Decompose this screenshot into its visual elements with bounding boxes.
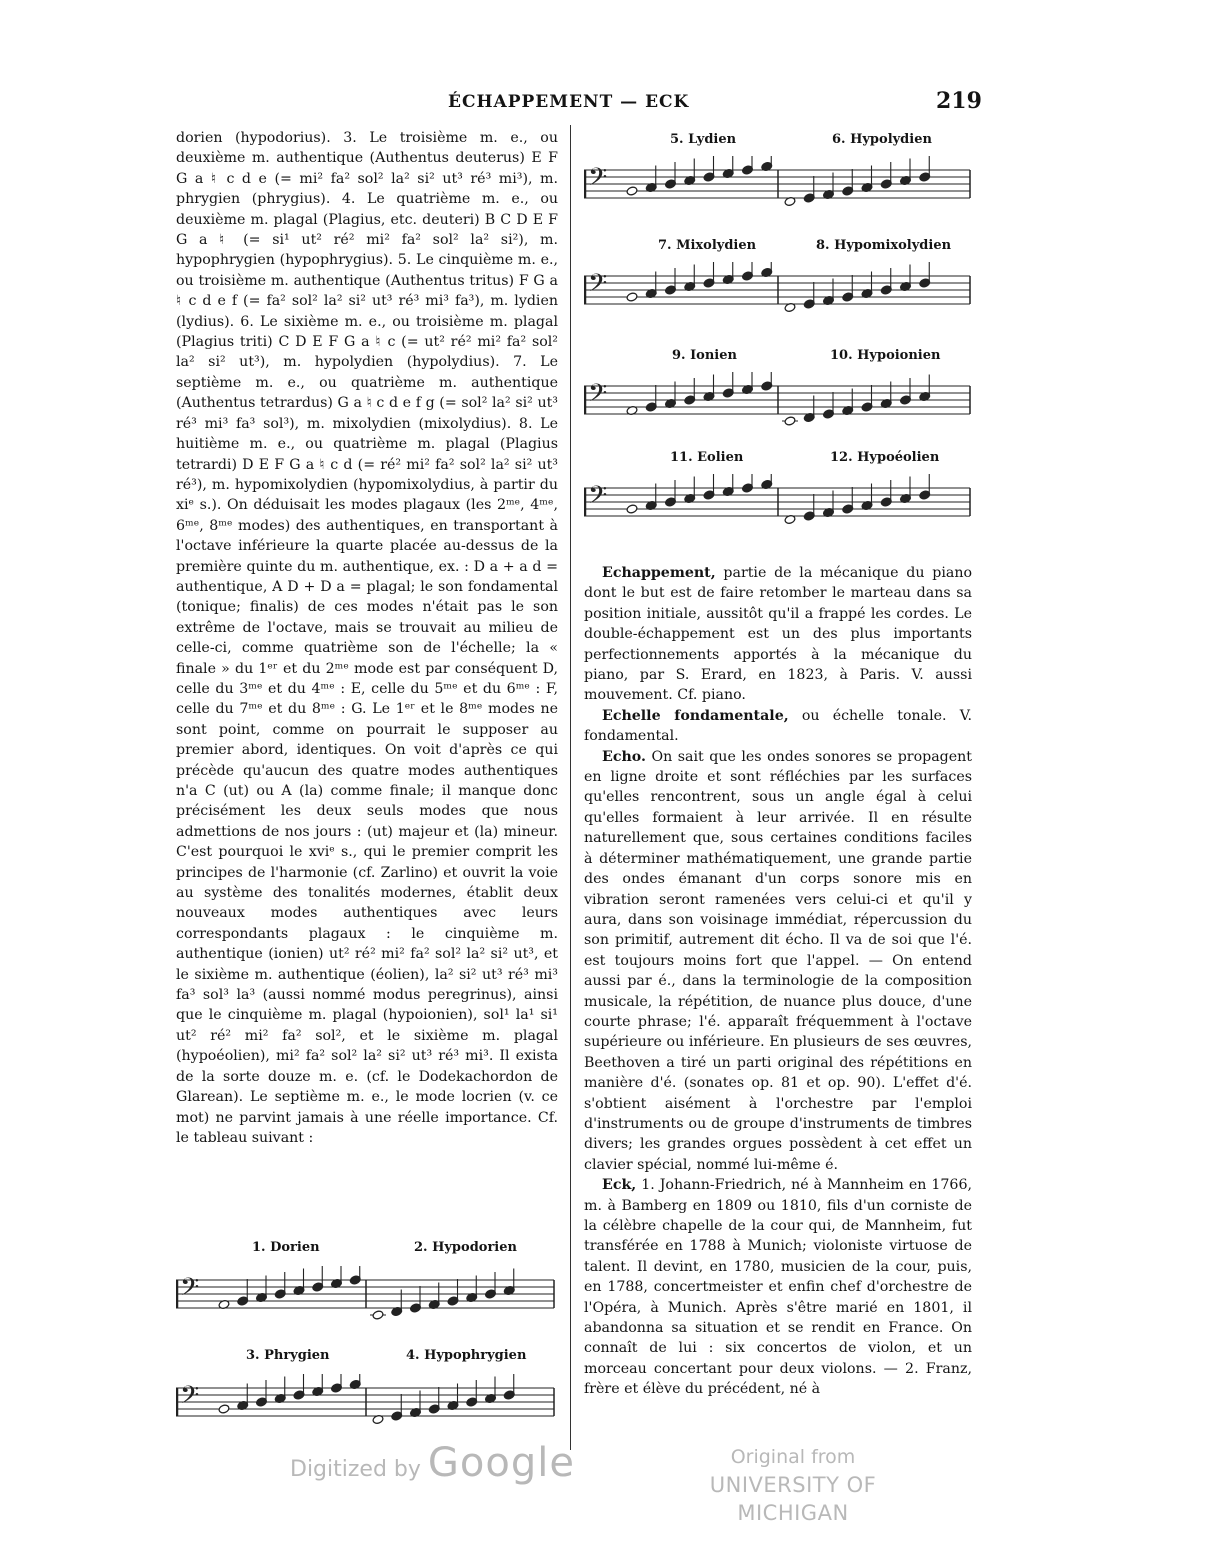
note-head <box>218 1404 230 1414</box>
page-number: 219 <box>936 88 982 114</box>
music-example-row-6 <box>584 446 972 536</box>
original-from-text: Original from <box>730 1446 856 1468</box>
staff <box>584 156 972 218</box>
mode-label-phrygien: 3. Phrygien <box>246 1348 330 1363</box>
institution-text: UNIVERSITY OF MICHIGAN <box>709 1473 877 1525</box>
mode-label-hypophrygien: 4. Hypophrygien <box>406 1348 527 1363</box>
entry-text-echappement: partie de la mécanique du piano dont le but est de faire retomber le marteau dans sa position initiale, aussitôt qu'il a frappé les cordes. Le double-échappement est un des plus importants perfectionnements apportés à la mécanique du piano, par S. Erard, en 1823, à Paris. V. aussi mouvement. Cf. piano. <box>584 565 972 704</box>
bass-clef-icon: 𝄢 <box>588 163 608 198</box>
entry-echappement <box>584 563 972 706</box>
original-from-watermark <box>668 1443 918 1527</box>
entry-echelle <box>584 706 972 747</box>
mode-label-hypomixolydien: 8. Hypomixolydien <box>816 238 952 253</box>
left-column-text: dorien (hypodorius). 3. Le troisième m. e., ou deuxième m. authentique (Authentus deuterus) E F G a ♮ c d e (= mi² fa² sol² la² si² ut³ ré³ mi³), m. phrygien (phrygius). 4. Le quatrième m. e., ou deuxième m. plagal (Plagius, etc. deuteri) B C D E F G a ♮ (= si¹ ut² ré² mi² fa² sol² la² si²), m. hypophrygien (hypophrygius). 5. Le cinquième m. e., ou troisième m. authentique (Authentus tritus) F G a ♮ c d e f (= fa² sol² la² si² ut³ ré³ mi³ fa³), m. lydien (lydius). 6. Le sixième m. e., ou troisième m. plagal (Plagius triti) C D E F G a ♮ c (= ut² ré² mi² fa² sol² la² si² ut³), m. hypolydien (hypolydius). 7. Le septième m. e., ou quatrième m. authentique (Authentus tetrardus) G a ♮ c d e f g (= sol² la² si² ut³ ré³ mi³ fa³ sol³), m. mixolydien (mixolydius). 8. Le huitième m. e., ou quatrième m. plagal (Plagius tetrardi) D E F G a ♮ c d (= ré² mi² fa² sol² la² si² ut³ ré³), m. hypomixolydien (hypomixolydius, à partir du xiᵉ s.). On déduisait les modes plagaux (les 2ᵐᵉ, 4ᵐᵉ, 6ᵐᵉ, 8ᵐᵉ modes) des authentiques, en transportant à l'octave inférieure la quarte placée au-dessus de la première quinte du m. authentique, ex. : D a + a d = authentique, A D + D a = plagal; le son fondamental (tonique; finalis) de ces modes n'était pas le son extrême de l'octave, mais se trouvait au milieu de celle-ci, comme quatrième son de l'échelle; la « finale » du 1ᵉʳ et du 2ᵐᵉ mode est par conséquent D, celle du 3ᵐᵉ et du 4ᵐᵉ : E, celle du 5ᵐᵉ et du 6ᵐᵉ : F, celle du 7ᵐᵉ et du 8ᵐᵉ : G. Le 1ᵉʳ et le 8ᵐᵉ modes ne sont point, comme on pourrait le supposer au premier abord, identiques. On voit d'après ce qui précède qu'aucun des quatre modes authentiques n'a C (ut) ou A (la) comme finale; il manque donc précisément les deux seuls modes que nous admettions de nos jours : (ut) majeur et (la) mineur. C'est pourquoi le xviᵉ s., qui le premier comprit les principes de l'harmonie (cf. Zarlino) et ouvrit la voie au système des tonalités modernes, établit deux nouveaux modes authentiques avec leurs correspondants plagaux : le cinquième m. authentique (ionien) ut² ré² mi² fa² sol² la² si² ut³, et le sixième m. authentique (éolien), la² si² ut³ ré³ mi³ fa³ sol³ la³ (aussi nommé modus peregrinus), ainsi que le cinquième m. plagal (hypoionien), sol¹ la¹ si¹ ut² ré² mi² fa² sol², et le sixième m. plagal (hypoéolien), mi² fa² sol² la² si² ut³ ré³ mi³. Il exista de la sorte douze m. e. (cf. le Dodekachordon de Glarean). Le septième m. e., le mode locrien (v. ce mot) ne parvint jamais à une réelle importance. Cf. le tableau suivant : <box>176 130 558 1146</box>
music-example-row-4 <box>584 234 972 324</box>
mode-label-hypodorien: 2. Hypodorien <box>414 1240 517 1255</box>
running-header <box>0 88 1207 122</box>
google-logo-text: Google <box>427 1440 575 1486</box>
mode-label-hypolydien: 6. Hypolydien <box>832 132 932 147</box>
mode-label-ionien: 9. Ionien <box>672 348 737 363</box>
mode-label-lydien: 5. Lydien <box>670 132 737 147</box>
header-title: ÉCHAPPEMENT — ECK <box>448 92 690 112</box>
mode-label-hypoeolien: 12. Hypoéolien <box>830 450 940 465</box>
note-head <box>626 504 638 514</box>
mode-label-hypoionien: 10. Hypoionien <box>830 348 941 363</box>
right-column <box>584 563 972 1400</box>
music-example-row-1 <box>176 1236 556 1316</box>
entry-text-echelle: ou échelle tonale. V. fondamental. <box>584 707 972 745</box>
note-head <box>626 186 638 196</box>
entry-head-echelle: Echelle fondamentale, <box>602 707 789 724</box>
entry-head-echappement: Echappement, <box>602 565 716 581</box>
entry-head-eck: Eck, <box>602 1177 637 1194</box>
note-head <box>784 416 796 426</box>
note-head <box>626 292 638 302</box>
bass-clef-icon: 𝄢 <box>588 481 608 516</box>
mode-label-dorien: 1. Dorien <box>252 1240 320 1255</box>
entry-eck <box>584 1175 972 1399</box>
music-example-row-3 <box>584 128 972 218</box>
bass-clef-icon: 𝄢 <box>588 379 608 414</box>
entry-text-echo: On sait que les ondes sonores se propagent en ligne droite et sont réfléchies par les surfaces qu'elles rencontrent, sous un angle égal à celui qu'elles formaient à leur arrivée. Il en résulte naturellement que, sous certaines conditions faciles à déterminer mathématiquement, une grande partie des ondes émanant d'un corps sonore mis en vibration seront ramenées vers celui-ci et qu'il y aura, dans son voisinage immédiat, répercussion du son primitif, autrement dit écho. Il va de soi que l'é. est toujours moins fort que l'appel. — On entend aussi par é., dans la terminologie de la composition musicale, la répétition, de nuance plus douce, d'une courte phrase; l'é. apparaît fréquemment à l'octave supérieure ou inférieure. En plusieurs de ses œuvres, Beethoven a tiré un parti original des répétitions en manière d'é. (sonates op. 81 et op. 90). L'effet d'é. s'obtient aisément à l'orchestre par l'emploi d'instruments ou de groupe d'instruments de timbres divers; les grandes orgues possèdent à cet effet un clavier spécial, nommé lui-même é. <box>584 748 972 1173</box>
digitized-by-watermark <box>290 1440 575 1486</box>
digitized-by-text: Digitized by <box>290 1457 421 1482</box>
mode-label-eolien: 11. Eolien <box>670 450 744 465</box>
staff <box>584 262 972 324</box>
entry-echo <box>584 747 972 1176</box>
staff <box>176 1374 556 1434</box>
column-divider <box>570 125 571 1450</box>
staff <box>584 372 972 434</box>
bass-clef-icon: 𝄢 <box>588 269 608 304</box>
mode-label-mixolydien: 7. Mixolydien <box>658 238 757 253</box>
bass-clef-icon: 𝄢 <box>180 1273 200 1308</box>
entry-text-eck: 1. Johann-Friedrich, né à Mannheim en 1766, m. à Bamberg en 1809 ou 1810, fils d'un corniste de la célèbre chapelle de la cour qui, de Mannheim, fut transférée en 1788 à Munich; violoniste virtuose de talent. Il devint, en 1780, musicien de la cour, puis, en 1788, concertmeister et enfin chef d'orchestre de l'Opéra, à Munich. Après s'être marié en 1801, il abandonna sa situation et se rendit en France. On connaît de lui : six concertos de violon, et un morceau concertant pour deux violons. — 2. Franz, frère et élève du précédent, né à <box>584 1177 972 1398</box>
staff <box>584 474 972 536</box>
staff <box>176 1266 556 1326</box>
bass-clef-icon: 𝄢 <box>180 1381 200 1416</box>
entry-head-echo: Echo. <box>602 748 646 765</box>
left-column <box>176 128 558 1148</box>
note-head <box>372 1310 384 1320</box>
music-example-row-2 <box>176 1344 556 1424</box>
music-example-row-5 <box>584 344 972 434</box>
